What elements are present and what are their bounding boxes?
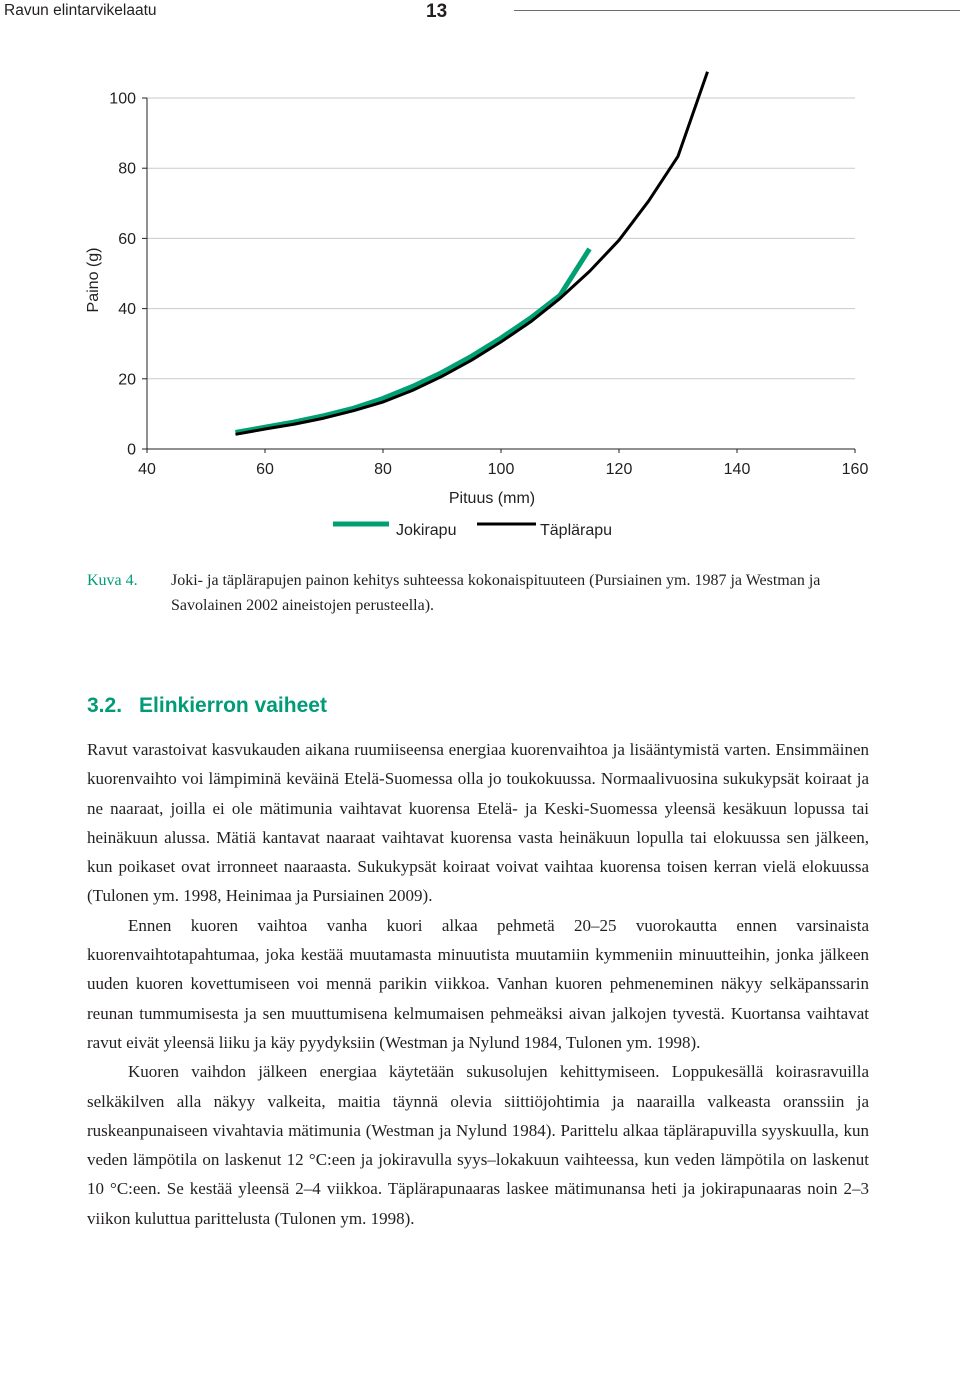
series-line-täplärapu bbox=[236, 72, 708, 435]
x-axis bbox=[138, 449, 868, 478]
caption-label: Kuva 4. bbox=[87, 572, 138, 589]
x-axis-label: Pituus (mm) bbox=[448, 490, 536, 507]
y-tick-label: 40 bbox=[118, 301, 136, 319]
figure-caption bbox=[87, 568, 887, 618]
y-tick-label: 20 bbox=[118, 371, 136, 389]
x-tick-label: 120 bbox=[605, 461, 633, 478]
page-number: 13 bbox=[426, 1, 448, 22]
legend-label: Täplärapu bbox=[540, 522, 613, 539]
chart-legend bbox=[333, 522, 612, 539]
legend-label: Jokirapu bbox=[396, 522, 457, 539]
x-tick-label: 60 bbox=[256, 461, 274, 478]
x-tick-label: 160 bbox=[841, 461, 869, 478]
y-tick-label: 80 bbox=[118, 160, 136, 178]
y-tick-label: 100 bbox=[109, 90, 136, 108]
chart-series bbox=[236, 72, 708, 435]
x-tick-label: 40 bbox=[138, 461, 156, 478]
section-heading bbox=[87, 694, 327, 718]
x-tick-label: 100 bbox=[487, 461, 515, 478]
series-line-jokirapu bbox=[236, 249, 590, 433]
y-tick-label: 60 bbox=[118, 230, 136, 248]
paragraph: Ravut varastoivat kasvukauden aikana ruumiiseensa energiaa kuorenvaihtoa ja lisääntymistä varten. Ensimmäinen kuorenvaihto voi lämpiminä keväinä Etelä-Suomessa olla jo toukokuussa. Normaalivuosina sukukypsät koiraat ja ne naaraat, joilla ei ole mätimunia vaihtavat kuorensa Etelä- ja Keski-Suomessa yleensä kesäkuun lopussa tai heinäkuun alussa. Mätiä kantavat naaraat vaihtavat kuorensa vasta heinäkuun lopulla tai elokuussa sen jälkeen, kun poikaset ovat irronneet naaraasta. Sukukypsät koiraat voivat vaihtaa kuorensa toisen kerran vielä elokuussa (Tulonen ym. 1998, Heinimaa ja Pursiainen 2009). bbox=[87, 740, 869, 906]
body-text bbox=[87, 735, 869, 1233]
running-header-title: Ravun elintarvikelaatu bbox=[4, 2, 157, 19]
y-tick-label: 0 bbox=[127, 441, 136, 459]
x-tick-label: 140 bbox=[723, 461, 751, 478]
paragraph: Ennen kuoren vaihtoa vanha kuori alkaa pehmetä 20–25 vuorokautta ennen varsinaista kuorenvaihtotapahtumaa, joka kestää muutamasta minuutista muutamiin kymmeniin minuutteihin, jonka jälkeen uuden kuoren kovettumiseen voi mennä parikin viikkoa. Vanhan kuoren pehmeneminen näkyy selkäpanssarin reunan tummumisesta ja sen muuttumisena kelmumaisen pehmeäksi aivan jalkojen tyvestä. Kuortansa vaihtavat ravut eivät yleensä liiku ja käy pyydyksiin (Westman ja Nylund 1984, Tulonen ym. 1998). bbox=[87, 915, 869, 1052]
section-number: 3.2. bbox=[87, 694, 123, 717]
y-axis bbox=[109, 91, 147, 459]
y-axis-label: Paino (g) bbox=[85, 247, 102, 313]
section-title: Elinkierron vaiheet bbox=[139, 694, 327, 717]
paragraph: Kuoren vaihdon jälkeen energiaa käytetään sukusolujen kehittymiseen. Loppukesällä koirasravuilla selkäkilven alla näkyy valkeita, maitia täynnä olevia siittiöjohtimia ja naarailla valkeasta oranssiin ja ruskeanpunaiseen vivahtavia mätimunia (Westman ja Nylund 1984). Parittelu alkaa täplärapuvilla syyskuulla, kun veden lämpötila on laskenut 12 °C:een ja jokiravulla syys–lokakuun vaihteessa, kun veden lämpötila on laskenut 10 °C:een. Se kestää yleensä 2–4 viikkoa. Täplärapunaaras laskee mätimunansa heti ja jokirapunaaras noin 2–3 viikon kuluttua parittelusta (Tulonen ym. 1998). bbox=[87, 1062, 869, 1228]
weight-length-chart bbox=[0, 0, 960, 560]
x-tick-label: 80 bbox=[374, 461, 392, 478]
caption-text: Joki- ja täplärapujen painon kehitys suhteessa kokonaispituuteen (Pursiainen ym. 1987 ja Westman ja Savolainen 2002 aineistojen perusteella). bbox=[171, 572, 821, 614]
